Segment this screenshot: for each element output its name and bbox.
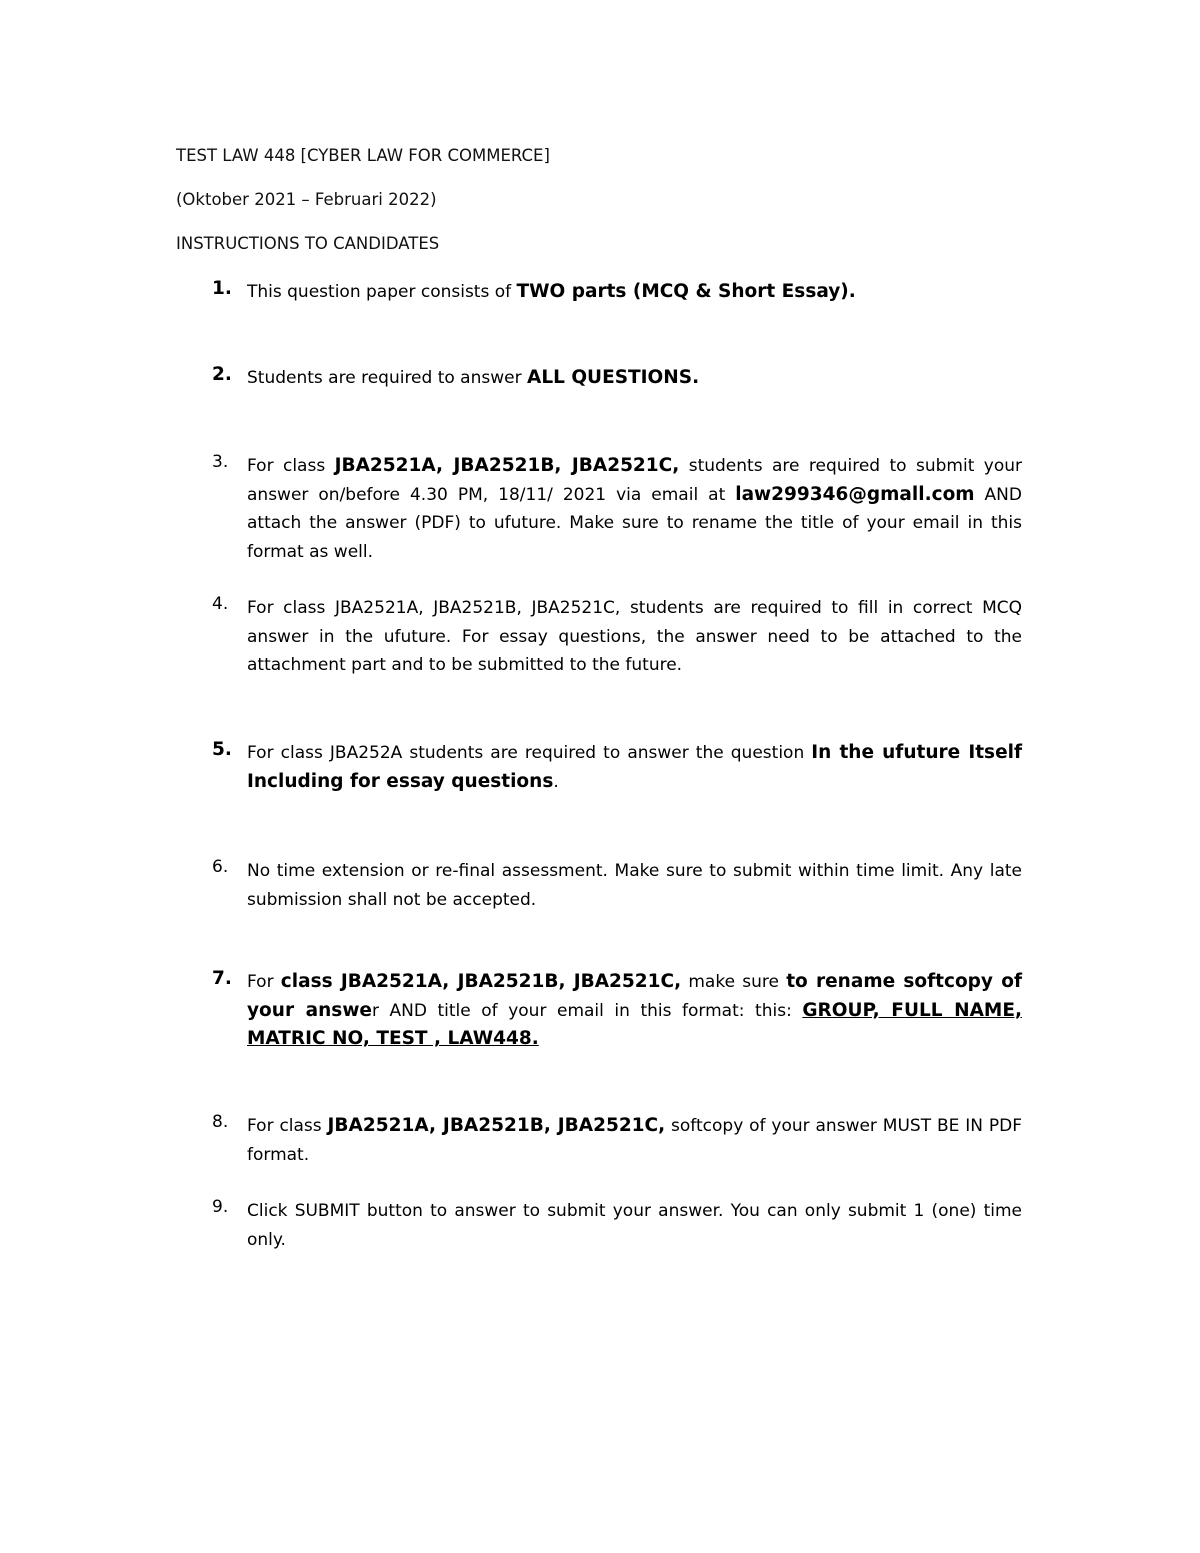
item-number: 4. [212,594,229,614]
item-text: Click SUBMIT button to answer to submit your answer. You can only submit 1 (one) time only. [247,1201,1022,1250]
item-number: 8. [212,1112,229,1132]
session-period: (Oktober 2021 – Februari 2022) [176,190,437,209]
item-number: 5. [212,739,232,760]
document-title: TEST LAW 448 [CYBER LAW FOR COMMERCE] [176,146,550,165]
item-number: 9. [212,1197,229,1217]
instructions-heading: INSTRUCTIONS TO CANDIDATES [176,234,440,253]
item-text: For class JBA2521A, JBA2521B, JBA2521C, students are required to submit your answer on/before 4.30 PM, 18/11/ 2021 via email at law299346@gmall.com AND attach the answer (PDF) to ufuture. Make sure to rename the title of your email in this format as well. [247,455,1022,563]
item-text: For class JBA2521A, JBA2521B, JBA2521C, make sure to rename softcopy of your answer AND title of your email in this format: this: GROUP, FULL NAME, MATRIC NO, TEST , LAW448. [247,971,1022,1050]
item-number: 6. [212,857,229,877]
item-number: 7. [212,968,232,989]
item-text: For class JBA2521A, JBA2521B, JBA2521C, softcopy of your answer MUST BE IN PDF format. [247,1115,1022,1165]
item-text: For class JBA2521A, JBA2521B, JBA2521C, students are required to fill in correct MCQ answer in the ufuture. For essay questions, the answer need to be attached to the attachment part and to be submitted to the future. [247,598,1022,676]
item-text: This question paper consists of TWO parts (MCQ & Short Essay). [247,281,856,302]
item-number: 3. [212,452,229,472]
item-text: No time extension or re-final assessment. Make sure to submit within time limit. Any late submission shall not be accepted. [247,861,1022,910]
item-number: 1. [212,278,232,299]
item-number: 2. [212,364,232,385]
item-text: For class JBA252A students are required to answer the question In the ufuture Itself Including for essay questions. [247,742,1023,792]
item-text: Students are required to answer ALL QUESTIONS. [247,367,700,388]
